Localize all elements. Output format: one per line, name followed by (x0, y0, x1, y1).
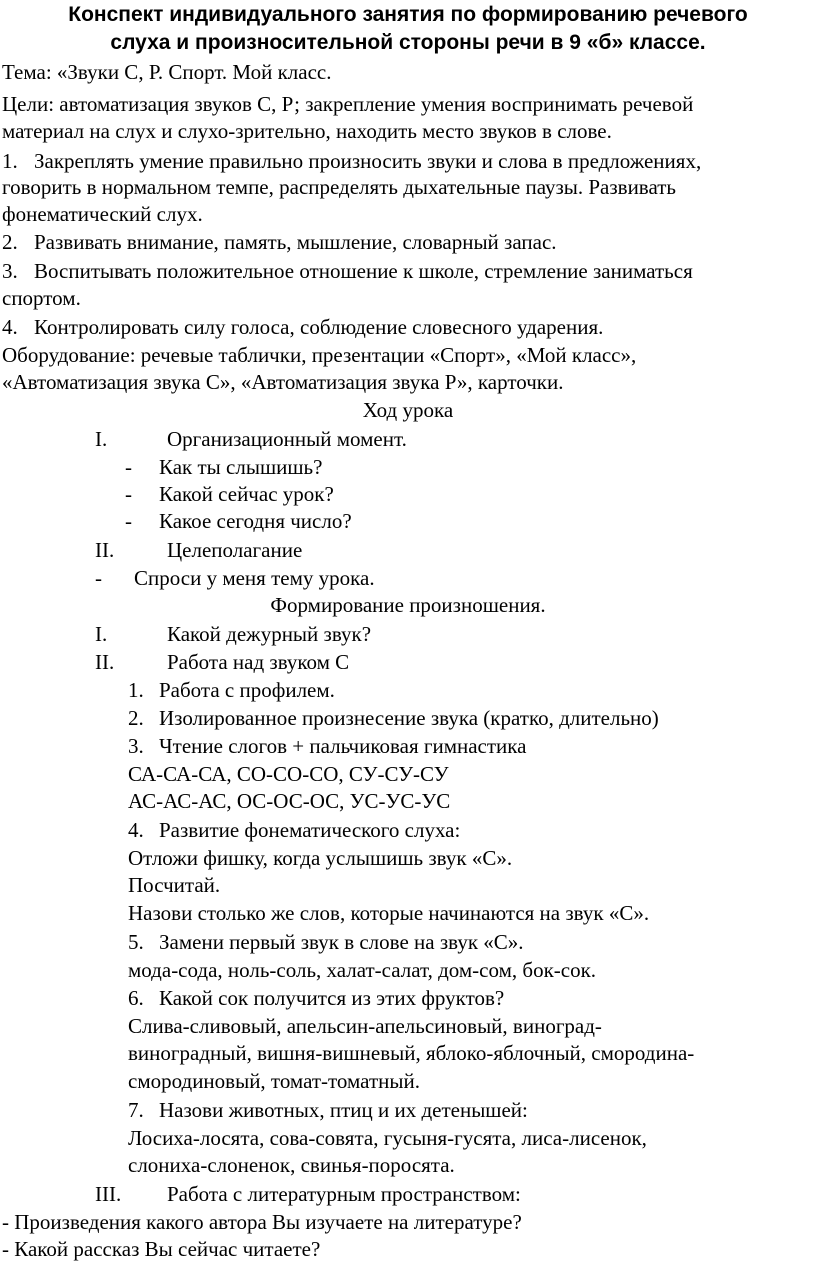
question-item: Какое сегодня число? (159, 509, 352, 533)
document-title-line-1: Конспект индивидуального занятия по формированию речевого (68, 3, 748, 26)
syllables-line-1: СА-СА-СА, СО-СО-СО, СУ-СУ-СУ (128, 762, 449, 786)
section-2-number: II. (95, 538, 115, 562)
task-2-line-1: Развивать внимание, память, мышление, словарный запас. (34, 230, 557, 254)
step-4-number: 4. (128, 818, 144, 842)
step-6-words-line-2: виноградный, вишня-вишневый, яблоко-яблочный, смородина- (128, 1041, 695, 1065)
section-1-label: Организационный момент. (167, 427, 407, 451)
task-1-line-1: Закреплять умение правильно произносить звуки и слова в предложениях, (34, 149, 702, 173)
pron-section-1-number: I. (95, 622, 108, 646)
task-1-line-3: фонематический слух. (2, 202, 203, 226)
step-2-label: Изолированное произнесение звука (кратко, длительно) (159, 706, 659, 730)
step-4-label: Развитие фонематического слуха: (159, 818, 461, 842)
step-7-label: Назови животных, птиц и их детенышей: (159, 1098, 528, 1122)
step-7-number: 7. (128, 1098, 144, 1122)
question-item: Как ты слышишь? (159, 455, 323, 479)
step-1-label: Работа с профилем. (159, 678, 335, 702)
question-dash: - (125, 482, 132, 506)
step-4-task-2: Посчитай. (128, 873, 221, 897)
task-1-line-2: говорить в нормальном темпе, распределять дыхательные паузы. Развивать (2, 175, 676, 199)
question-dash: - (125, 509, 132, 533)
document-title-line-2: слуха и произносительной стороны речи в 9 «б» классе. (110, 31, 706, 54)
step-3-number: 3. (128, 734, 144, 758)
literature-question: - Произведения какого автора Вы изучаете на литературе? (2, 1210, 522, 1234)
lesson-heading: Ход урока (362, 398, 454, 422)
goals-line-2: материал на слух и слухо-зрительно, находить место звуков в слове. (2, 119, 612, 143)
step-3-label: Чтение слогов + пальчиковая гимнастика (159, 734, 527, 758)
step-5-number: 5. (128, 930, 144, 954)
step-6-words-line-3: смородиновый, томат-томатный. (128, 1069, 420, 1093)
step-7-words-line-2: слониха-слоненок, свинья-поросята. (128, 1153, 455, 1177)
step-5-label: Замени первый звук в слове на звук «С». (159, 930, 524, 954)
step-5-words: мода-сода, ноль-соль, халат-салат, дом-сом, бок-сок. (128, 958, 597, 982)
theme-line: Тема: «Звуки С, Р. Спорт. Мой класс. (2, 60, 332, 84)
syllables-line-2: АС-АС-АС, ОС-ОС-ОС, УС-УС-УС (128, 789, 451, 813)
section-2-label: Целеполагание (167, 538, 303, 562)
pron-section-2-label: Работа над звуком С (167, 650, 350, 674)
step-4-task-1: Отложи фишку, когда услышишь звук «С». (128, 846, 513, 870)
task-3-line-1: Воспитывать положительное отношение к школе, стремление заниматься (34, 259, 693, 283)
task-4-line-1: Контролировать силу голоса, соблюдение словесного ударения. (34, 315, 604, 339)
step-6-number: 6. (128, 986, 144, 1010)
pron-section-2-number: II. (95, 650, 115, 674)
question-dash: - (125, 455, 132, 479)
step-6-label: Какой сок получится из этих фруктов? (159, 986, 505, 1010)
section-3-number: III. (95, 1182, 122, 1206)
task-2-number: 2. (2, 230, 18, 254)
section-3-label: Работа с литературным пространством: (167, 1182, 521, 1206)
task-3-number: 3. (2, 259, 18, 283)
section-2-item: Спроси у меня тему урока. (134, 566, 375, 590)
goals-line-1: Цели: автоматизация звуков С, Р; закрепление умения воспринимать речевой (2, 92, 694, 116)
task-4-number: 4. (2, 315, 18, 339)
section-1-number: I. (95, 427, 108, 451)
literature-question: - Какой рассказ Вы сейчас читаете? (2, 1237, 321, 1261)
step-1-number: 1. (128, 678, 144, 702)
equipment-line-2: «Автоматизация звука С», «Автоматизация звука Р», карточки. (2, 370, 564, 394)
task-3-line-2: спортом. (2, 286, 81, 310)
step-7-words-line-1: Лосиха-лосята, сова-совята, гусыня-гусята, лиса-лисенок, (128, 1126, 647, 1150)
question-item: Какой сейчас урок? (159, 482, 334, 506)
step-2-number: 2. (128, 706, 144, 730)
step-4-task-3: Назови столько же слов, которые начинаются на звук «С». (128, 901, 650, 925)
step-6-words-line-1: Слива-сливовый, апельсин-апельсиновый, виноград- (128, 1014, 602, 1038)
section-2-item-dash: - (95, 566, 102, 590)
equipment-line-1: Оборудование: речевые таблички, презентации «Спорт», «Мой класс», (2, 343, 637, 367)
pronunciation-heading: Формирование произношения. (270, 593, 546, 617)
pron-section-1-label: Какой дежурный звук? (167, 622, 372, 646)
task-1-number: 1. (2, 149, 18, 173)
